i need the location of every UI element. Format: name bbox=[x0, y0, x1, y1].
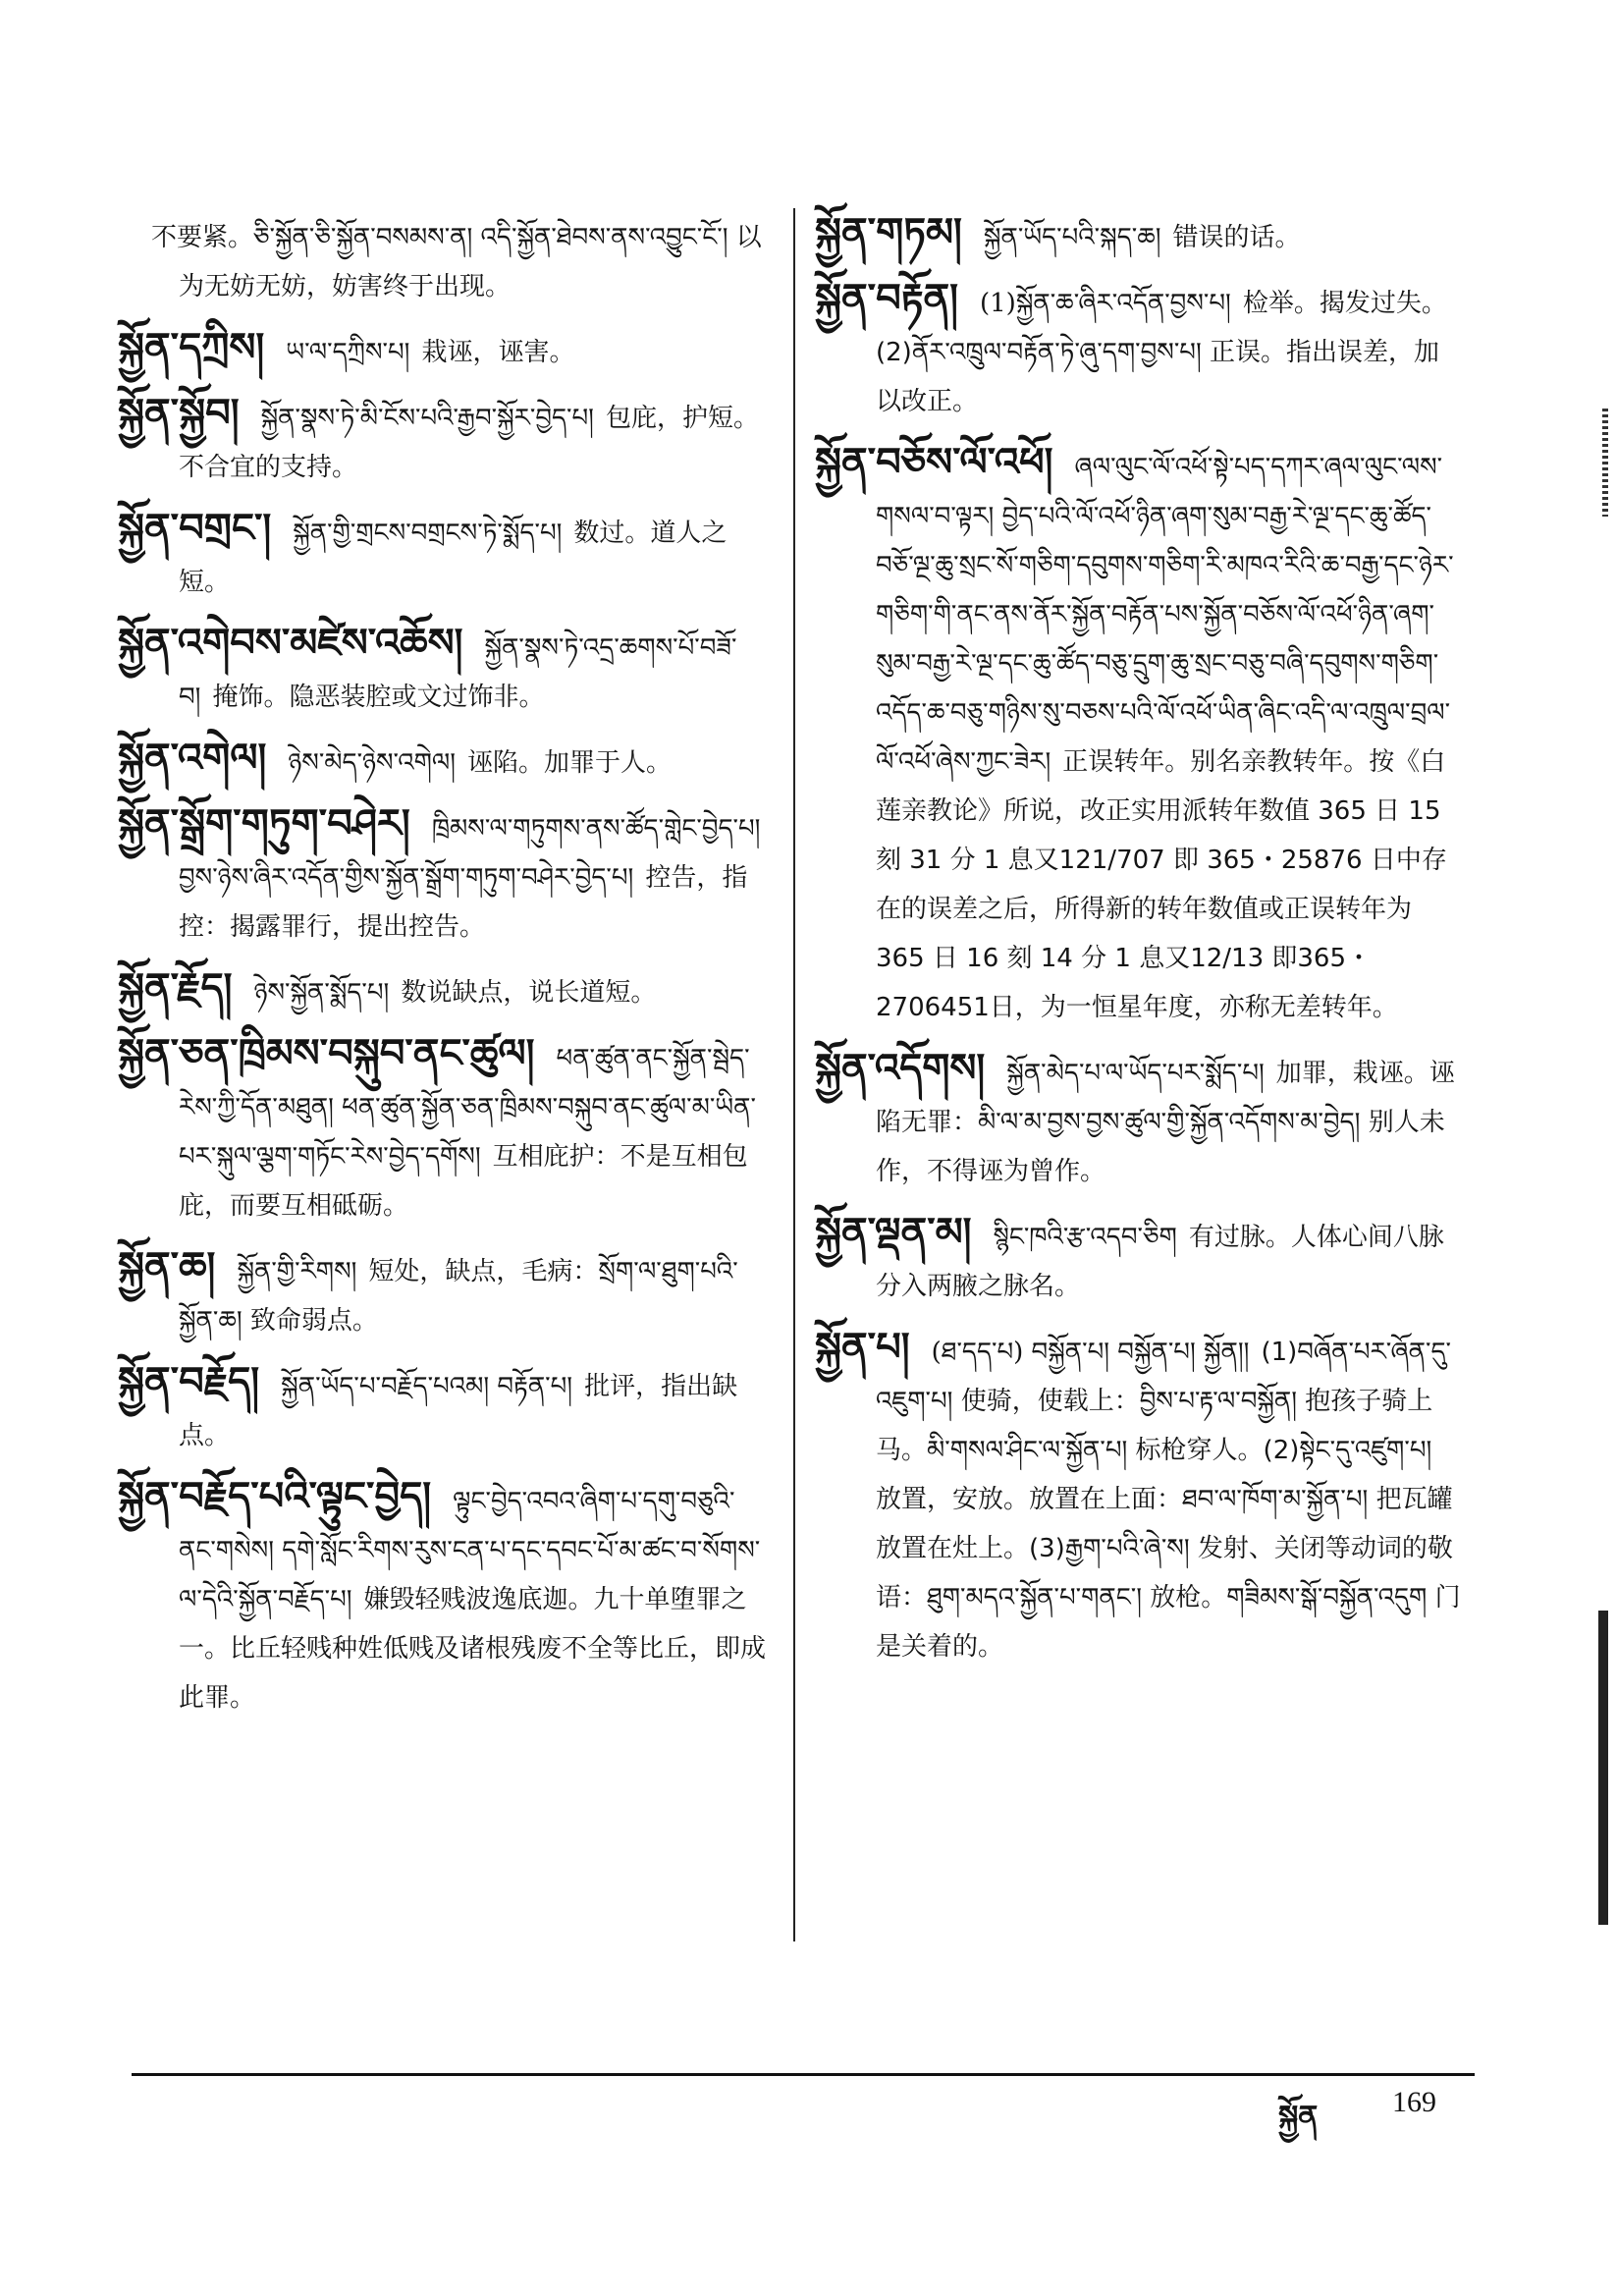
tibetan-definition: ཉེས་མེད་ཉེས་འགེལ། bbox=[288, 748, 457, 778]
tibetan-definition: སྐྱོན་སྣས་ཏེ་མི་ངོས་པའི་རྒྱབ་སྐྱོར་བྱེད་པ། bbox=[260, 404, 594, 433]
headword: སྐྱོན་སྒྲོག་གཏུག་བཤེར། bbox=[118, 800, 410, 847]
dictionary-entry bbox=[118, 799, 766, 952]
tibetan-definition: སྐྱོན་ཡོད་པ་བརྗོད་པའམ། བརྟོན་པ། bbox=[281, 1372, 573, 1401]
tibetan-definition: སྐྱོན་སྣས་ཏེ་འདྲ་ཆགས་པོ་བཟོ་བ། bbox=[179, 633, 737, 712]
dictionary-entry bbox=[815, 1323, 1463, 1671]
headword: སྐྱོན་ལྡན་མ། bbox=[815, 1209, 972, 1255]
headword: སྐྱོན་འགེབས་མཛེས་འཆོས། bbox=[118, 620, 463, 666]
chinese-definition: 嫌毁轻贱波逸底迦。九十单堕罪之一。比丘轻贱种姓低贱及诸根残废不全等比丘，即成此罪。 bbox=[179, 1585, 767, 1713]
headword: སྐྱོན་བཅོས་ལོ་འཕོ། bbox=[815, 439, 1053, 485]
tibetan-definition: སྙིང་ཁའི་རྩ་འདབ་ཅིག bbox=[993, 1223, 1177, 1252]
chinese-definition: 包庇，护短。不合宜的支持。 bbox=[179, 404, 759, 482]
chinese-definition: 批评，指出缺点。 bbox=[179, 1372, 738, 1450]
chinese-definition: (1)བཞོན་པར་ཞོན་དུ་འཇུག་པ། 使骑，使载上：བྱིས་པ་རྟ་ལ་བསྐྱོན། 抱孩子骑上马。མི་གསལ་ཤིང་ལ་སྐྱོན་པ། 标枪穿人。(2)སྟེང་དུ་འཛུག་པ། 放置，安放。放置在上面：ཐབ་ལ་ཁོག་མ་སྐྱོན་པ། 把瓦罐放置在灶上。(3)རྒྱག་པའི་ཞེ་ས། 发射、关闭等动词的敬语：ཐུག་མདའ་སྐྱོན་པ་གནང་། 放枪。གཟིམས་སྒོ་བསྐྱོན་འདུག 门是关着的。 bbox=[876, 1338, 1461, 1662]
dictionary-entry bbox=[815, 274, 1463, 426]
chinese-definition: 栽诬，诬害。 bbox=[421, 338, 575, 367]
page-number: 169 bbox=[1392, 2086, 1436, 2118]
dictionary-entry bbox=[815, 438, 1463, 1032]
footer-rule bbox=[132, 2073, 1475, 2076]
headword: སྐྱོན་བརྟོན། bbox=[815, 275, 958, 321]
scan-edge-mark bbox=[1598, 1611, 1608, 1925]
chinese-definition: 错误的话。 bbox=[1172, 223, 1301, 252]
tibetan-definition: ཉེས་སྐྱོན་སྨོད་པ། bbox=[253, 978, 390, 1008]
tibetan-definition: (ཐ་དད་པ) བསྐྱོན་པ། བསྐྱོན་པ། སྐྱོན།། bbox=[931, 1338, 1250, 1367]
dictionary-entry bbox=[118, 963, 766, 1017]
dictionary-entry bbox=[118, 389, 766, 492]
chinese-definition: 数过。道人之短。 bbox=[179, 519, 728, 597]
tibetan-definition: སྐྱོན་གྱི་རིགས། bbox=[237, 1257, 357, 1286]
scan-edge-mark bbox=[1602, 409, 1608, 517]
dictionary-entry bbox=[118, 323, 766, 377]
chinese-definition: 数说缺点，说长道短。 bbox=[401, 978, 657, 1008]
dictionary-entry bbox=[118, 1242, 766, 1345]
headword: སྐྱོན་བརྗོད། bbox=[118, 1358, 260, 1404]
headword: སྐྱོན་འགེལ། bbox=[118, 735, 267, 781]
tibetan-definition: ཕན་ཚུན་ནང་སྐྱོན་སྦེད་རེས་ཀྱི་དོན་མཐུན། ཕན་ཚུན་སྐྱོན་ཅན་ཁྲིམས་བསྐུབ་ནང་ཚུལ་མ་ཡིན་པར་སྐུལ་ལྕག་གཏོང་རེས་བྱེད་དགོས། bbox=[179, 1044, 756, 1172]
chinese-definition: 控告，指控：揭露罪行，提出控告。 bbox=[179, 863, 748, 942]
chinese-definition: 有过脉。人体心间八脉分入两腋之脉名。 bbox=[876, 1223, 1444, 1301]
dictionary-entry bbox=[118, 1472, 766, 1722]
tibetan-definition: ལྟུང་བྱེད་འབའ་ཞིག་པ་དགུ་བཅུའི་ནང་གསེས། དགེ་སློང་རིགས་རུས་ངན་པ་དང་དབང་པོ་མ་ཚང་བ་སོགས་ལ་དེའི་སྐྱོན་བརྗོད་པ། bbox=[179, 1487, 761, 1614]
chinese-definition: 短处，缺点，毛病：སྲོག་ལ་ཐུག་པའི་སྐྱོན་ཆ། 致命弱点。 bbox=[179, 1257, 738, 1336]
chinese-definition: 诬陷。加罪于人。 bbox=[467, 748, 673, 778]
dictionary-entry bbox=[118, 1357, 766, 1460]
dictionary-entry bbox=[118, 734, 766, 788]
headword: སྐྱོན་སྐྱོབ། bbox=[118, 390, 240, 436]
headword: སྐྱོན་རྗོད། bbox=[118, 964, 233, 1011]
tibetan-definition: (1)སྐྱོན་ཆ་ཞིར་འདོན་བྱས་པ། bbox=[980, 289, 1231, 318]
headword: སྐྱོན་གཏམ། bbox=[815, 209, 962, 255]
headword: སྐྱོན་པ། bbox=[815, 1324, 910, 1370]
chinese-definition: 检举。揭发过失。(2)ནོར་འཁྲུལ་བརྟོན་ཏེ་ཞུ་དག་བྱས་པ། 正误。指出误差，加以改正。 bbox=[876, 289, 1447, 416]
tibetan-definition: ཡ་ལ་དཀྲིས་པ། bbox=[286, 338, 410, 367]
headword: སྐྱོན་དཀྲིས། bbox=[118, 324, 265, 370]
column-divider bbox=[793, 208, 795, 1941]
tibetan-definition: ཁྲིམས་ལ་གཏུགས་ནས་ཚོད་གླེང་བྱེད་པ། བྱས་ཉེས་ཞིར་འདོན་གྱིས་སྐྱོན་སྒྲོག་གཏུག་བཤེར་བྱེད་པ། bbox=[179, 814, 761, 893]
dictionary-entry bbox=[815, 1044, 1463, 1196]
headword: སྐྱོན་འདོགས། bbox=[815, 1045, 986, 1091]
chinese-definition: 掩饰。隐恶装腔或文过饰非。 bbox=[212, 683, 545, 712]
chinese-definition: 加罪，栽诬。诬陷无罪：མི་ལ་མ་བྱས་བྱས་ཚུལ་གྱི་སྐྱོན་འདོགས་མ་བྱེད། 别人未作，不得诬为曾作。 bbox=[876, 1059, 1455, 1186]
chinese-definition: 不要紧。ཅི་སྐྱོན་ཅི་སྐྱོན་བསམས་ན། འདི་སྐྱོན་ཐེབས་ནས་འབྱུང་ངོ་། 以为无妨无妨，妨害终于出现。 bbox=[151, 223, 762, 301]
running-head: སྐྱོན bbox=[1278, 2100, 1319, 2134]
chinese-definition: 正误转年。别名亲教转年。按《白莲亲教论》所说，改正实用派转年数值 365 日 15 刻 31 分 1 息又121/707 即 365・25876 日中存在的误差之后，所得新的转年数值或正误转年为 365 日 16 刻 14 分 1 息又12/13 即365・2706451日，为一恒星年度，亦称无差转年。 bbox=[876, 747, 1447, 1022]
chinese-definition: 互相庇护：不是互相包庇，而要互相砥砺。 bbox=[179, 1142, 748, 1221]
headword: སྐྱོན་ཅན་ཁྲིམས་བསྐུབ་ནང་ཚུལ། bbox=[118, 1030, 535, 1076]
left-column bbox=[118, 208, 766, 1734]
dictionary-entry bbox=[815, 1208, 1463, 1311]
tibetan-definition: སྐྱོན་མེད་པ་ལ་ཡོད་པར་སྨོད་པ། bbox=[1006, 1059, 1265, 1088]
dictionary-entry bbox=[118, 1029, 766, 1230]
dictionary-entry bbox=[815, 208, 1463, 262]
tibetan-definition: ཞལ་ལུང་ལོ་འཕོ་སྟེ་པད་དཀར་ཞལ་ལུང་ལས་གསལ་བ་ལྟར། བྱེད་པའི་ལོ་འཕོ་ཉིན་ཞག་སུམ་བརྒྱ་རེ་ལྔ་དང་ཆུ་ཚོད་བཅོ་ལྔ་ཆུ་སྲང་སོ་གཅིག་དབུགས་གཅིག་རི་མཁའ་རིའི་ཆ་བརྒྱ་དང་ཉེར་གཅིག་གི་ནང་ནས་ནོར་སྐྱོན་བརྟོན་པས་སྐྱོན་བཅོས་ལོ་འཕོ་ཉིན་ཞག་སུམ་བརྒྱ་རེ་ལྔ་དང་ཆུ་ཚོད་བཅུ་དྲུག་ཆུ་སྲང་བཅུ་བཞི་དབུགས་གཅིག་འདོད་ཆ་བཅུ་གཉིས་སུ་བཅས་པའི་ལོ་འཕོ་ཡིན་ཞིང་འདི་ལ་འཁྲུལ་བྲལ་ལོ་འཕོ་ཞེས་ཀྱང་ཟེར། bbox=[876, 453, 1454, 777]
dictionary-entry bbox=[118, 619, 766, 722]
headword: སྐྱོན་ཆ། bbox=[118, 1243, 216, 1289]
dictionary-entry bbox=[118, 504, 766, 607]
dictionary-entry bbox=[118, 208, 766, 311]
headword: སྐྱོན་བགྲང་། bbox=[118, 505, 272, 551]
tibetan-definition: སྐྱོན་ཡོད་པའི་སྐད་ཆ། bbox=[983, 223, 1161, 252]
right-column bbox=[815, 208, 1463, 1683]
headword: སྐྱོན་བརྗོད་པའི་ལྟུང་བྱེད། bbox=[118, 1473, 432, 1519]
tibetan-definition: སྐྱོན་གྱི་གྲངས་བགྲངས་ཏེ་སྨོད་པ། bbox=[293, 519, 563, 548]
